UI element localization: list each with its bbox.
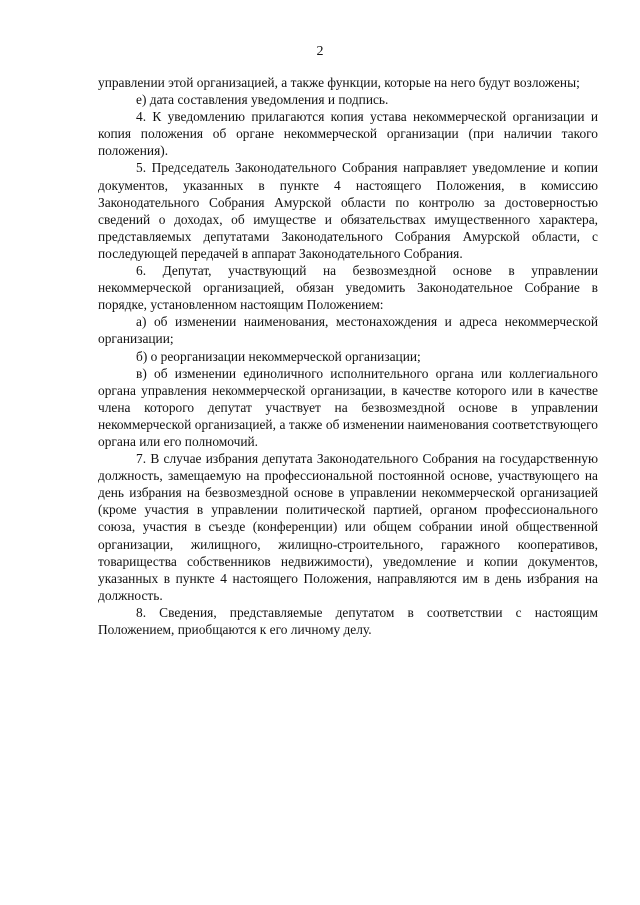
paragraph-item-e: е) дата составления уведомления и подпись. <box>136 92 389 108</box>
paragraph-6-item-b: б) о реорганизации некоммерческой организации; <box>136 348 421 364</box>
paragraph-8: 8. Сведения, представляемые депутатом в соответствии с настоящим Положением, приобщаются к его личному делу. <box>98 604 598 637</box>
page-number: 2 <box>316 44 324 59</box>
paragraph-continuation: управлении этой организацией, а также функции, которые на него будут возложены; <box>98 75 580 90</box>
paragraph-6-item-v: в) об изменении единоличного исполнительного органа или коллегиального органа управления некоммерческой организации, в качестве которого или в качестве члена которого депутат участвует на безвозмездной основе в управлении некоммерческой организацией, а также об изменении наименования соответствующего органа или его полномочий. <box>98 365 598 449</box>
paragraph-6: 6. Депутат, участвующий на безвозмездной основе в управлении некоммерческой организацией, обязан уведомить Законодательное Собрание в порядке, установленном настоящим Положением: <box>98 263 598 313</box>
paragraph-7: 7. В случае избрания депутата Законодательного Собрания на государственную должность, замещаемую на профессиональной постоянной основе, участвующего на день избрания на безвозмездной основе в управлении некоммерческой организацией (кроме участия в управлении политической партией, органом профессионального союза, участия в съезде (конференции) или общем собрании иной общественной организации, жилищного, жилищно-строительного, гаражного кооперативов, товарищества собственников недвижимости), уведомление и копии документов, указанных в пункте 4 настоящего Положения, направляются им в день избрания на должность. <box>98 451 598 603</box>
paragraph-4: 4. К уведомлению прилагаются копия устава некоммерческой организации и копия положения об органе некоммерческой организации (при наличии такого положения). <box>98 109 598 159</box>
paragraph-6-item-a: а) об изменении наименования, местонахождения и адреса некоммерческой организации; <box>98 314 598 347</box>
document-body <box>98 74 598 638</box>
paragraph-5: 5. Председатель Законодательного Собрания направляет уведомление и копии документов, указанных в пункте 4 настоящего Положения, в комиссию Законодательного Собрания Амурской области по контролю за достоверностью сведений о доходах, об имуществе и обязательствах имущественного характера, представляемых депутатами Законодательного Собрания Амурской области, с последующей передачей в аппарат Законодательного Собрания. <box>98 160 598 261</box>
